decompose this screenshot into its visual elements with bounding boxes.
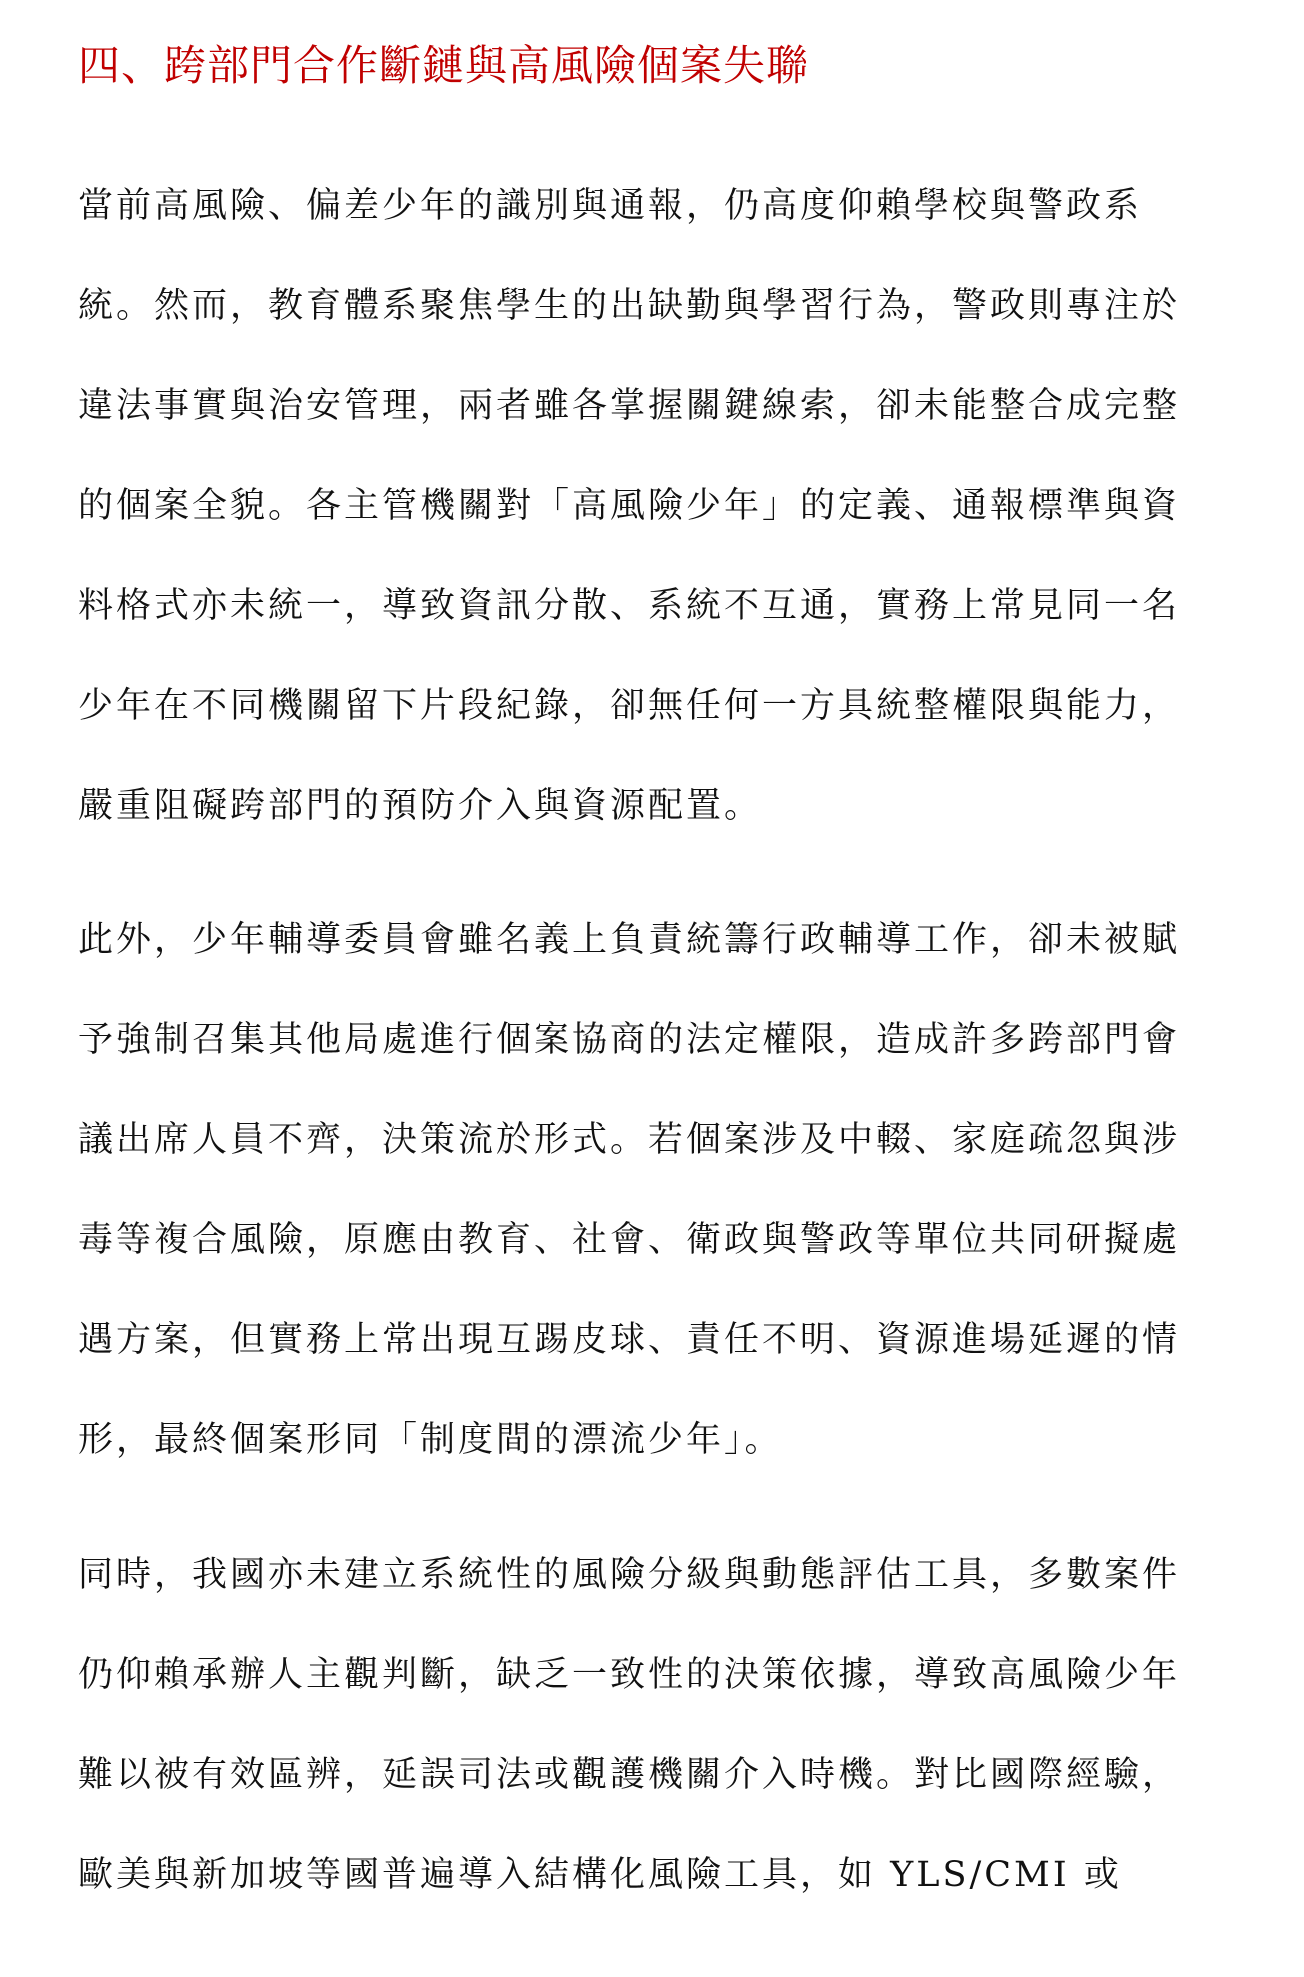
paragraph-line: 歐美與新加坡等國普遍導入結構化風險工具，如 YLS/CMI 或 xyxy=(78,1855,1122,1895)
paragraph-line: 難以被有效區辨，延誤司法或觀護機關介入時機。對比國際經驗， xyxy=(78,1755,1181,1795)
paragraph-2 xyxy=(78,890,1228,1490)
paragraph-line: 同時，我國亦未建立系統性的風險分級與動態評估工具，多數案件 xyxy=(78,1555,1181,1595)
paragraph-line: 遇方案，但實務上常出現互踢皮球、責任不明、資源進場延遲的情 xyxy=(78,1320,1181,1360)
paragraph-3 xyxy=(78,1525,1228,1925)
paragraph-line: 違法事實與治安管理，兩者雖各掌握關鍵線索，卻未能整合成完整 xyxy=(78,386,1181,426)
paragraph-line: 此外，少年輔導委員會雖名義上負責統籌行政輔導工作，卻未被賦 xyxy=(78,920,1181,960)
paragraph-line: 毒等複合風險，原應由教育、社會、衛政與警政等單位共同研擬處 xyxy=(78,1220,1181,1260)
paragraph-1 xyxy=(78,156,1228,856)
paragraph-line: 議出席人員不齊，決策流於形式。若個案涉及中輟、家庭疏忽與涉 xyxy=(78,1120,1181,1160)
paragraph-line: 嚴重阻礙跨部門的預防介入與資源配置。 xyxy=(78,786,763,826)
paragraph-line: 仍仰賴承辦人主觀判斷，缺乏一致性的決策依據，導致高風險少年 xyxy=(78,1655,1181,1695)
section-heading: 四、跨部門合作斷鏈與高風險個案失聯 xyxy=(78,41,810,90)
paragraph-line: 的個案全貌。各主管機關對「高風險少年」的定義、通報標準與資 xyxy=(78,486,1181,526)
paragraph-line: 當前高風險、偏差少年的識別與通報，仍高度仰賴學校與警政系 xyxy=(78,186,1143,226)
paragraph-line: 料格式亦未統一，導致資訊分散、系統不互通，實務上常見同一名 xyxy=(78,586,1181,626)
paragraph-line: 予強制召集其他局處進行個案協商的法定權限，造成許多跨部門會 xyxy=(78,1020,1181,1060)
paragraph-line: 統。然而，教育體系聚焦學生的出缺勤與學習行為，警政則專注於 xyxy=(78,286,1181,326)
paragraph-line: 少年在不同機關留下片段紀錄，卻無任何一方具統整權限與能力， xyxy=(78,686,1181,726)
paragraph-line: 形，最終個案形同「制度間的漂流少年」。 xyxy=(78,1420,783,1460)
